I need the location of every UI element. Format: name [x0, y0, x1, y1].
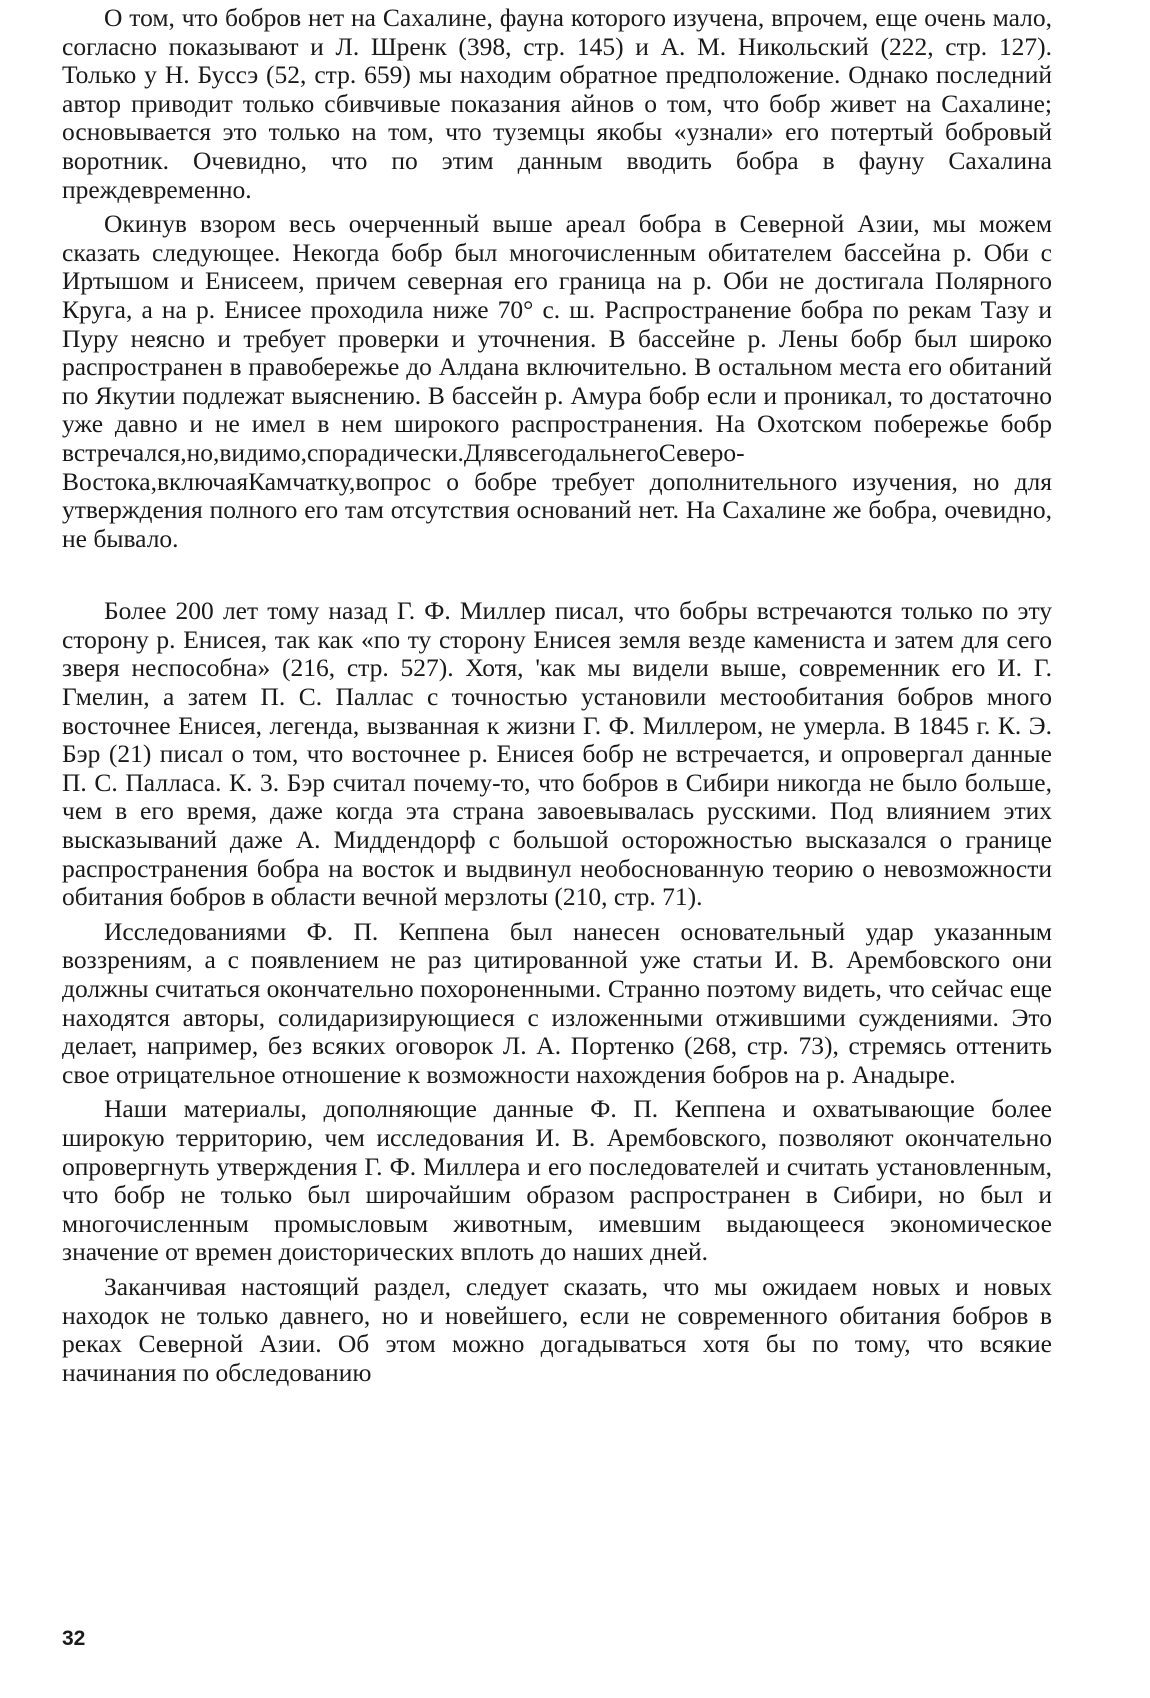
page-body-text — [62, 4, 1052, 1387]
paragraph-keppen-research: Исследованиями Ф. П. Кеппена был нанесен основательный удар указанным воззрениям, а с появлением не раз цитированной уже статьи И. В. Арембовского они должны считаться окончательно похороненными. Странно поэтому видеть, что сейчас еще находятся авторы, солидаризирующиеся с изложенными отжившими суждениями. Это делает, например, без всяких оговорок Л. А. Портенко (268, стр. 73), стремясь оттенить свое отрицательное отношение к возможности нахождения бобров на р. Анадыре. — [62, 916, 1052, 1089]
page-number: 32 — [62, 1627, 86, 1650]
paragraph-sakhalin-absence: О том, что бобров нет на Сахалине, фауна которого изучена, впрочем, еще очень мало, согласно показывают и Л. Шренк (398, стр. 145) и А. М. Никольский (222, стр. 127). Только у Н. Буссэ (52, стр. 659) мы находим обратное предположение. Однако последний автор приводит только сбивчивые показания айнов о том, что бобр живет на Сахалине; основывается это только на том, что туземцы якобы «узнали» его потертый бобровый воротник. Очевидно, что по этим данным вводить бобра в фауну Сахалина преждевременно. — [62, 3, 1052, 204]
paragraph-miller-legend: Более 200 лет тому назад Г. Ф. Миллер писал, что бобры встречаются только по эту сторону р. Енисея, так как «по ту сторону Енисея земля везде камениста и затем для сего зверя неспособна» (216, стр. 527). Хотя, 'как мы видели выше, современник его И. Г. Гмелин, а затем П. С. Паллас с точностью установили местообитания бобров много восточнее Енисея, легенда, вызванная к жизни Г. Ф. Миллером, не умерла. В 1845 г. К. Э. Бэр (21) писал о том, что восточнее р. Енисея бобр не встречается, и опровергал данные П. С. Палласа. К. 3. Бэр считал почему-то, что бобров в Сибири никогда не было больше, чем в его время, даже когда эта страна завоевывалась русскими. Под влиянием этих высказываний даже А. Миддендорф с большой осторожностью высказался о границе распространения бобра на восток и выдвинул необоснованную теорию о невозможности обитания бобров в области вечной мерзлоты (210, стр. 71). — [62, 596, 1052, 912]
paragraph-beaver-range-summary: Окинув взором весь очерченный выше ареал бобра в Северной Азии, мы можем сказать следующее. Некогда бобр был многочисленным обитателем бассейна р. Оби с Иртышом и Енисеем, причем северная его граница на р. Оби не достигала Полярного Круга, а на р. Енисее проходила ниже 70° с. ш. Распространение бобра по рекам Тазу и Пуру неясно и требует проверки и уточнения. В бассейне р. Лены бобр был широко распространен в правобережье до Алдана включительно. В остальном места его обитаний по Якутии подлежат выяснению. В бассейн р. Амура бобр если и проникал, то достаточно уже давно и не имел в нем широкого распространения. На Охотском побережье бобр встречался,но,видимо,спорадически.ДлявсегодальнегоСеверо-Востока,включаяКамчатку,вопрос о бобре требует дополнительного изучения, но для утверждения полного его там отсутствия оснований нет. На Сахалине же бобра, очевидно, не бывало. — [62, 209, 1052, 553]
paragraph-concluding: Заканчивая настоящий раздел, следует сказать, что мы ожидаем новых и новых находок не только давнего, но и новейшего, если не современного обитания бобров в реках Северной Азии. Об этом можно догадываться хотя бы по тому, что всякие начинания по обследованию — [62, 1271, 1052, 1387]
paragraph-our-materials: Наши материалы, дополняющие данные Ф. П. Кеппена и охватывающие более широкую территорию, чем исследования И. В. Арембовского, позволяют окончательно опровергнуть утверждения Г. Ф. Миллера и его последователей и считать установленным, что бобр не только был широчайшим образом распространен в Сибири, но был и многочисленным промысловым животным, имевшим выдающееся экономическое значение от времен доисторических вплоть до наших дней. — [62, 1094, 1052, 1267]
